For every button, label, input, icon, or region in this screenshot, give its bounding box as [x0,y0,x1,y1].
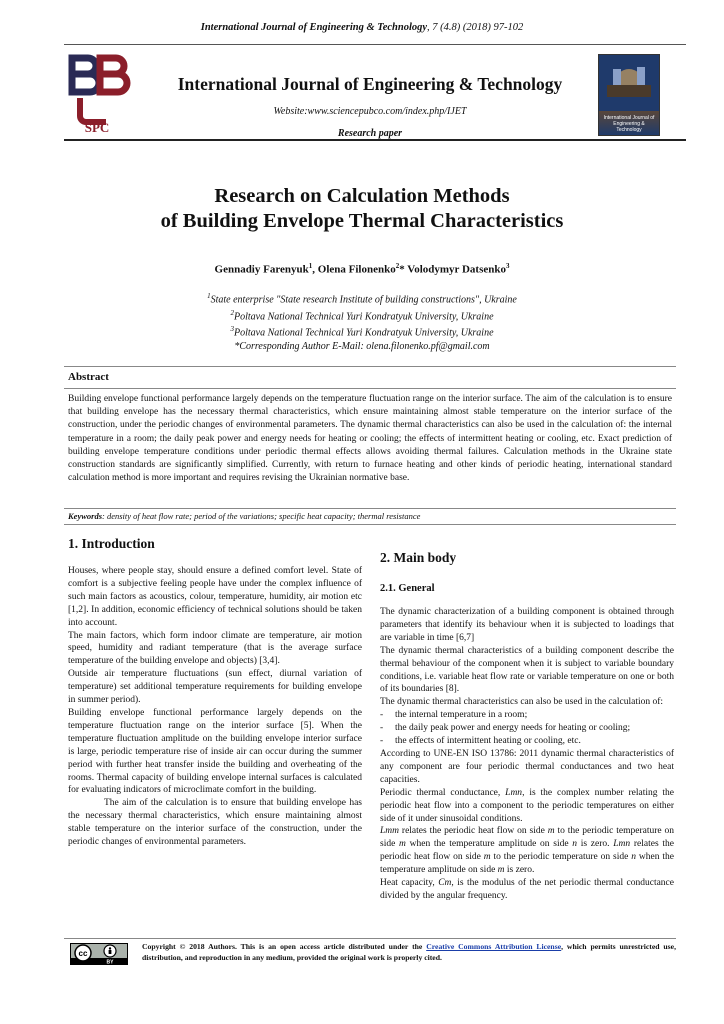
intro-paragraph-1: Houses, where people stay, should ensure a defined comfort level. State of comfort is a subjective feeling people have under the complex influence of such main factors as acoustics, colour, temperature, humidity, air motion etc [1,2]. In addition, economic efficiency of technical solutions should be taken into account. [68,566,362,628]
cc-by-badge-icon [70,943,128,965]
journal-website[interactable]: Website:www.sciencepubco.com/index.php/IJET [273,106,467,117]
author-1: Gennadiy Farenyuk [214,263,309,276]
body-paragraph-5: Periodic thermal conductance, Lmn, is the complex number relating the periodic heat flow into a component to the periodic temperatures on either side of it under sinusoidal conditions. [380,787,674,824]
affiliation-1: $^1$State enterprise "State research Institute of building constructions", Ukraine [207,292,517,306]
citation-details: , 7 (4.8) (2018) 97-102 [427,22,524,33]
header-rule-top [64,44,686,45]
cover-art [599,55,659,111]
intro-paragraph-3: Outside air temperature fluctuations (sun effect, diurnal variation of temperature) set additional temperature requirements for building envelope in summer period). [68,669,362,706]
author-3: Volodymyr Datsenko [407,263,506,276]
body-paragraph-2: The dynamic thermal characteristics of a building component describe the thermal behaviour of the component when it is subject to variable boundary conditions, i.e. variable heat flow rate or variable temperature on one or both of its boundaries [8]. [380,645,674,695]
left-column [68,565,362,849]
citation-journal: International Journal of Engineering & Technology [200,22,428,33]
intro-paragraph-2: The main factors, which form indoor climate are temperature, air motion speed, humidity and radiant temperature (that is the average surface temperature of the building envelope and objects) [3,4]. [68,630,362,667]
title-line-1: Research on Calculation Methods [214,185,510,207]
license-link[interactable]: Creative Commons Attribution License [426,942,562,951]
list-item: - the daily peak power and energy needs for heating or cooling; [380,723,631,734]
keywords-rule-top [64,508,676,509]
cover-title: International Journal of Engineering & Technology [603,115,655,133]
header-rule-bottom [64,139,686,141]
journal-cover-image [598,54,660,136]
corresponding-author: *Corresponding Author E-Mail: olena.filonenko.pf@gmail.com [234,340,490,352]
abstract-rule-mid [64,388,676,389]
footer-rule [64,938,676,939]
abstract-rule-top [64,366,676,367]
logo-text: SPC [84,120,110,134]
keywords-rule-bottom [64,524,676,525]
keywords: Keywords: density of heat flow rate; period of the variations; specific heat capacity; thermal resistance [68,511,421,521]
svg-text:cc: cc [78,949,88,958]
title-line-2: of Building Envelope Thermal Characteristics [160,210,564,232]
body-paragraph-4: According to UNE-EN ISO 13786: 2011 dynamic thermal characteristics of any component are four periodic thermal conductances and two heat capacities. [380,748,674,785]
author-2: , Olena Filonenko [312,263,396,276]
paper-type: Research paper [337,128,403,139]
affiliation-3: $^3$Poltava National Technical Yuri Kondratyuk University, Ukraine [230,325,494,339]
author-list: Gennadiy Farenyuk$^1$, Olena Filonenko$^2$* Volodymyr Datsenko$^3$ [214,262,510,276]
abstract-heading: Abstract [68,371,109,383]
citation-line [0,22,724,33]
journal-title: International Journal of Engineering & Technology [177,74,563,94]
svg-text:BY: BY [106,959,114,965]
abstract-body: Building envelope functional performance largely depends on the temperature fluctuation range on the interior surface. The aim of the calculation is to ensure that building envelope has the necessary thermal characteristics, which ensure maintaining almost stable temperature on the interior surface of the construction, under the periodic changes of environmental parameters. The dynamic thermal characteristics can also be used in the calculation of: the internal temperature in a room; the daily peak power and energy needs for heating or cooling; the effects of intermittent heating or cooling, etc. Exact prediction of building envelope temperature conditions under periodic thermal effects allows avoiding thermal failures. Calculation methods in the Ukraine state construction standards are significantly simplified. Currently, with return to furnace heating and other kinds of periodic heating, international standard calculation method is more important and requires revising the Ukrainian normative base. [68,394,672,484]
body-paragraph-1: The dynamic characterization of a building component is obtained through parameters that identify its behaviour when it is subjected to loadings that are variable in time [6,7] [380,607,674,643]
affiliation-2: $^2$Poltava National Technical Yuri Kondratyuk University, Ukraine [230,308,494,322]
paper-title [40,184,684,234]
right-column [380,606,674,903]
body-paragraph-7: Heat capacity, Cm, is the modulus of the net periodic thermal conductance divided by the angular frequency. [380,878,674,901]
body-paragraph-3: The dynamic thermal characteristics can also be used in the calculation of: [380,697,664,708]
body-paragraph-6: Lmm relates the periodic heat flow on side m to the periodic temperature on side m when the temperature amplitude on side n is zero. Lmn relates the periodic heat flow on side m to the periodic temperature on side n when the temperature amplitude on side m is zero. [380,826,675,876]
affiliations [40,290,684,353]
subsection-2-1-heading: 2.1. General [380,583,435,594]
section-2-heading: 2. Main body [380,550,457,565]
list-item: - the effects of intermittent heating or cooling, etc. [380,736,581,747]
section-1-heading: 1. Introduction [68,536,155,551]
intro-paragraph-4: Building envelope functional performance largely depends on the temperature fluctuation range on the interior surface [5]. When the temperature fluctuation amplitude on the building envelope interior surface is large, periodic temperature rise of inside air can occur during the summer period with further heat transfer inside the building and overheating of the rooms. Thermal capacity of building envelope internal surfaces is calculated for evaluating indicators of microclimate comfort in the building. [68,707,362,796]
spc-logo [62,52,132,134]
copyright-notice: Copyright © 2018 Authors. This is an open access article distributed under the Creative Commons Attribution License, which permits unrestricted use, distribution, and reproduction in any medium, provided the original work is properly cited. [142,942,677,962]
intro-paragraph-5: The aim of the calculation is to ensure that building envelope has the necessary thermal characteristics, which ensure maintaining almost stable temperature on the interior surface of the construction, under the periodic changes of environmental parameters. [68,798,362,848]
list-item: - the internal temperature in a room; [380,710,528,721]
